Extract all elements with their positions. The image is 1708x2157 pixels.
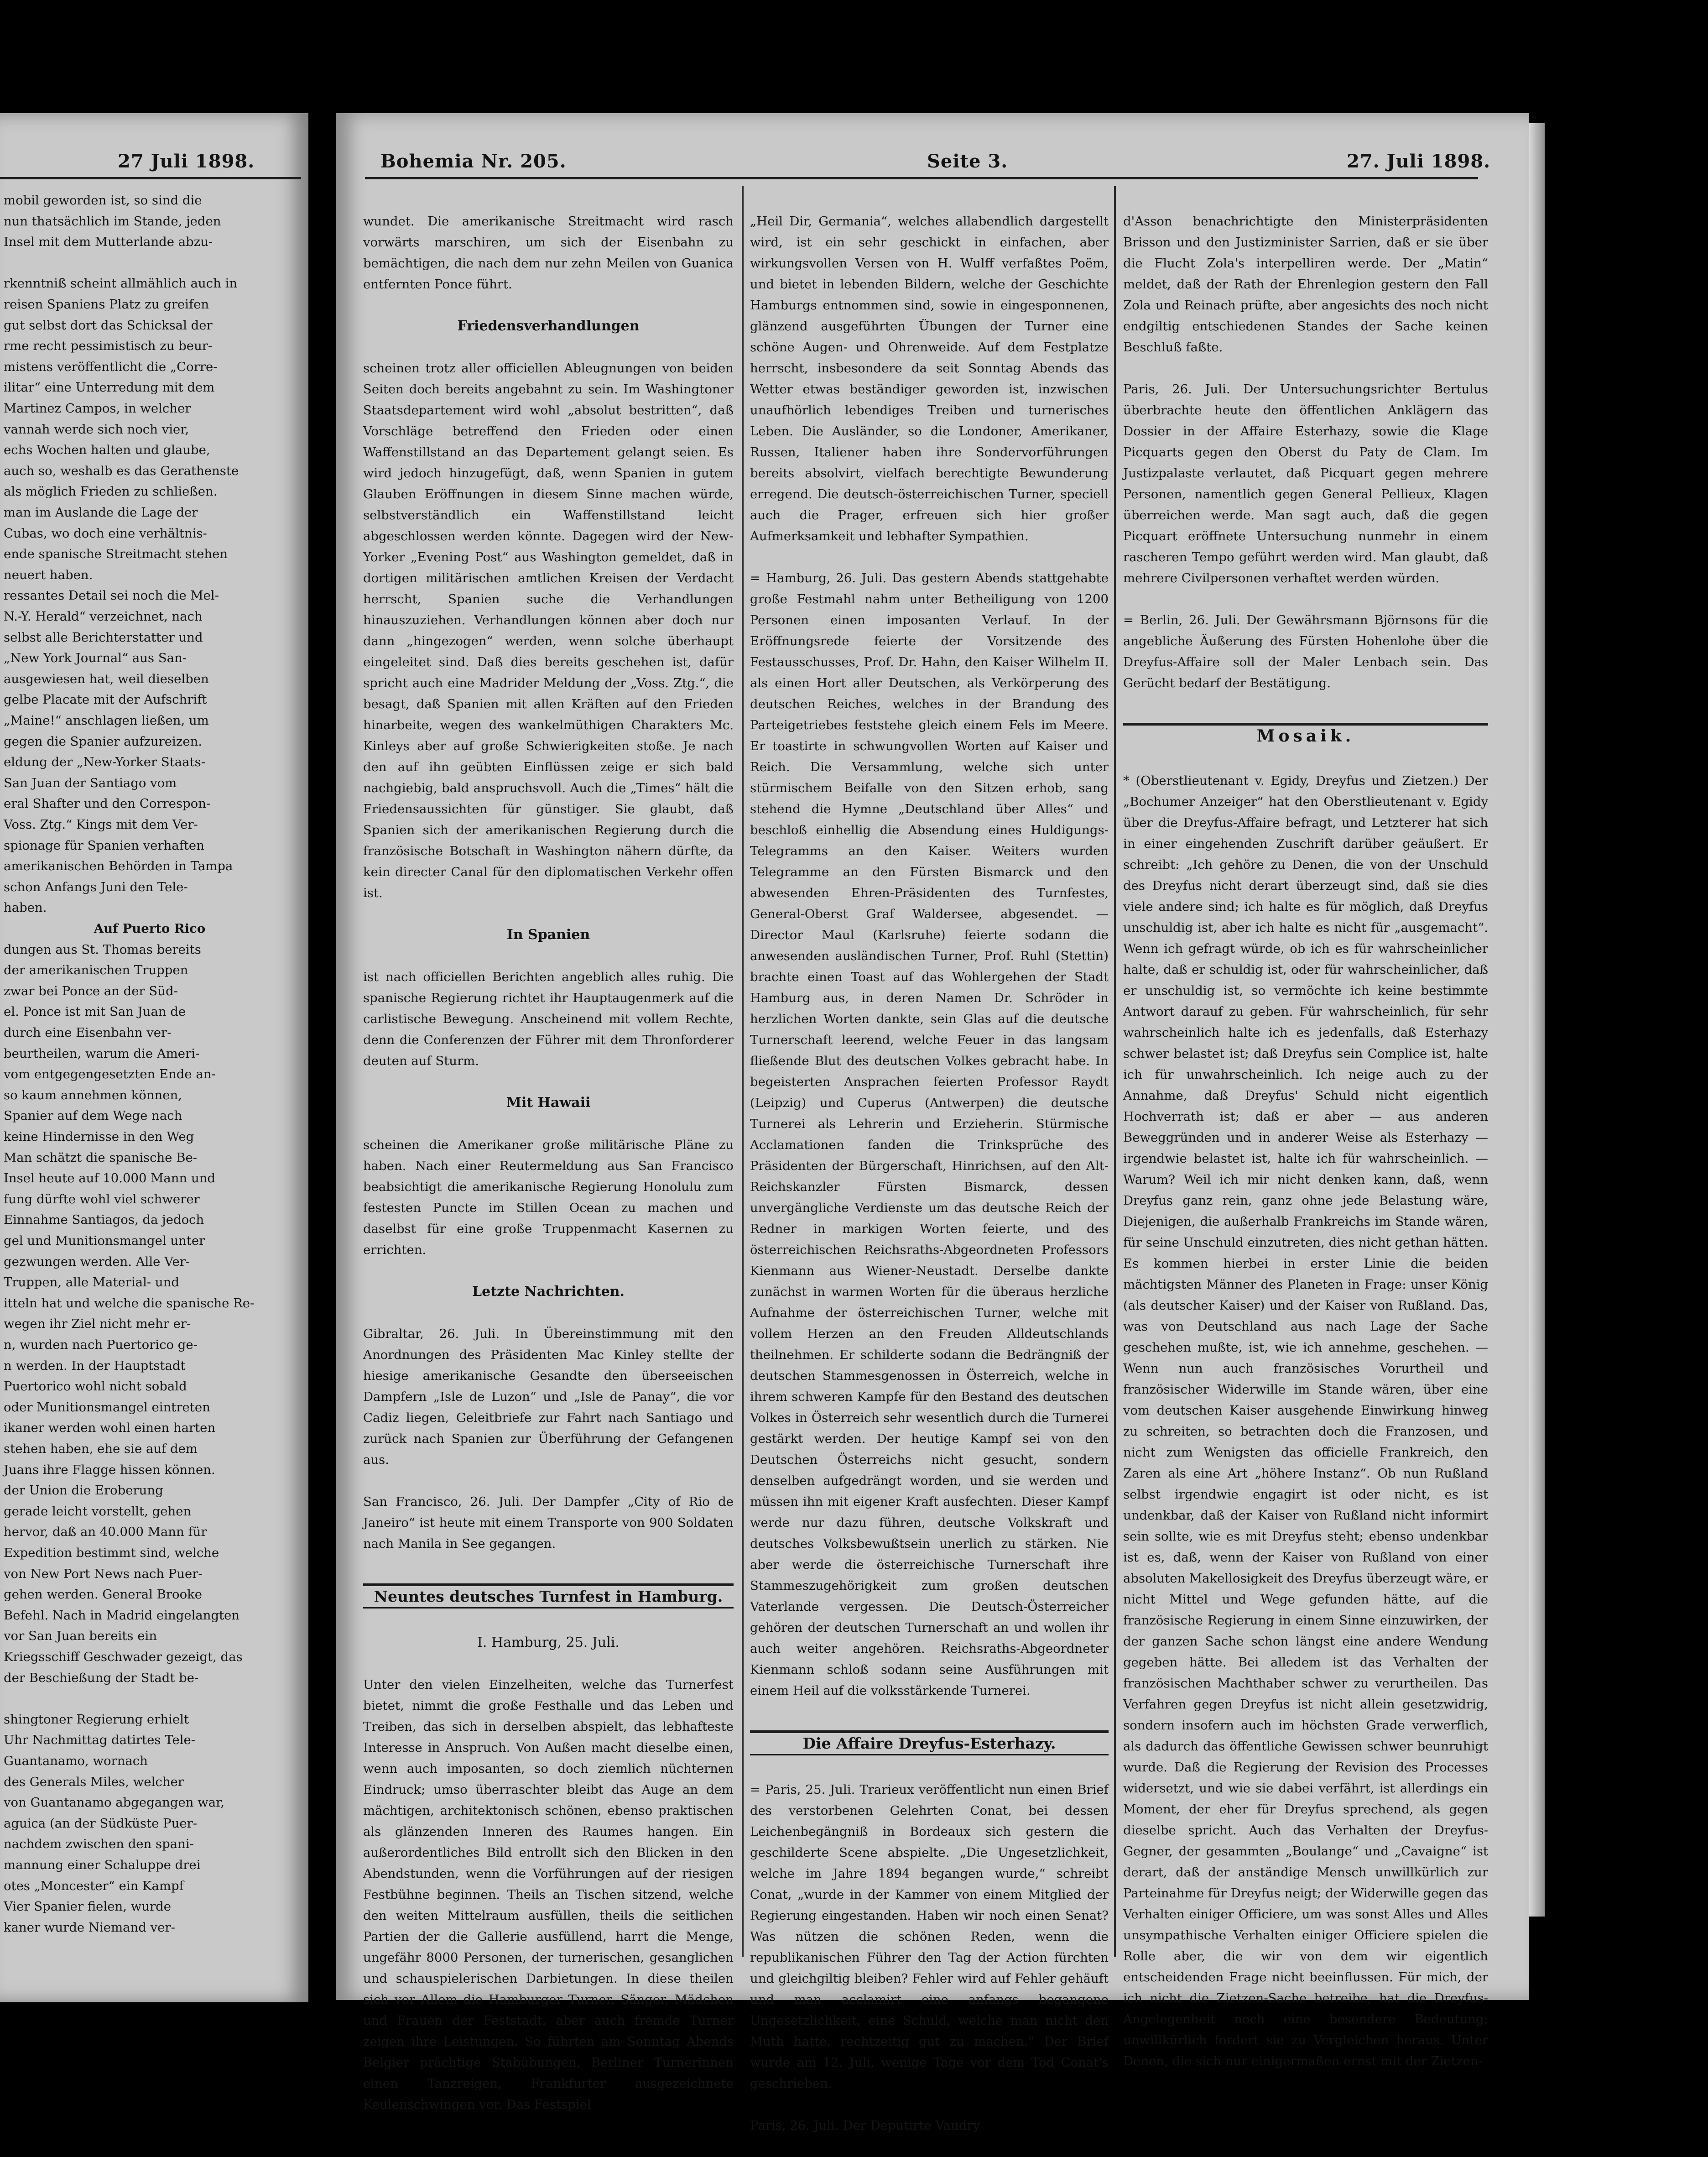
left-page-text-line: schon Anfangs Juni den Tele-	[4, 879, 188, 894]
section-heading: Friedensverhandlungen	[457, 318, 640, 334]
article-text: d'Asson benachrichtigte den Ministerpräsidenten Brisson und den Justizminister Sarrien, daß er sie über die Flucht Zola's interpelliren werde. Der „Matin“ meldet, daß der Rath der Ehrenlegion gestern den Fall Zola und Reinach prüfte, aber angesichts des noch nicht endgiltig entschiedenen Standes der Sache keinen Beschluß faßte.	[1123, 214, 1488, 355]
left-page-text-line: von New Port News nach Puer-	[4, 1566, 203, 1581]
column-divider-2	[1114, 186, 1116, 1957]
left-page-text-line: echs Wochen halten und glaube,	[4, 443, 210, 458]
left-page-text-line: N.-Y. Herald“ verzeichnet, nach	[4, 609, 203, 624]
left-page-text-line: spionage für Spanien verhaften	[4, 838, 204, 853]
column-2	[750, 190, 1109, 2133]
left-page-text-line: selbst alle Berichterstatter und	[4, 630, 203, 645]
article-text: Paris, 26. Juli. Der Deputirte Vaudry	[750, 2118, 980, 2133]
left-page-text-line: Puertorico wohl nicht sobald	[4, 1379, 187, 1394]
left-page-text-line: mannung einer Schaluppe drei	[4, 1858, 201, 1872]
left-newspaper-page	[0, 113, 308, 2002]
article-text: Paris, 26. Juli. Der Untersuchungsrichter Bertulus überbrachte heute den öffentlichen Anklägern das Dossier in der Affaire Esterhazy, sowie die Klage Picquarts gegen den Oberst du Paty de Clam. Im Justizpalaste verlautet, daß Picquart gegen mehrere Personen, namentlich gegen General Pellieux, Klagen überreichen werde. Man sagt auch, daß die gegen Picquart eröffnete Untersuchung nunmehr in einem rascheren Tempo geführt werden wird. Man glaubt, daß mehrere Civilpersonen verhaftet werden würden.	[1123, 382, 1488, 585]
left-page-text-line: amerikanischen Behörden in Tampa	[4, 859, 233, 874]
left-page-text-line: Einnahme Santiagos, da jedoch	[4, 1212, 204, 1227]
left-page-text-line: auch so, weshalb es das Gerathenste	[4, 463, 239, 478]
left-page-text-line: San Juan der Santiago vom	[4, 775, 177, 790]
article-text: „Heil Dir, Germania“, welches allabendlich dargestellt wird, ist ein sehr geschickt in einfachen, aber wirkungsvollen Versen von H. Wulff verfaßtes Poëm, und bietet in lebenden Bildern, welche der Geschichte Hamburgs entnommen sind, sowie in eingesponnenen, glänzend ausgeführten Übungen der Turner eine schöne Augen- und Ohrenweide. Auf dem Festplatze herrscht, insbesondere da seit Sonntag Abends das Wetter etwas beständiger geworden ist, inzwischen unaufhörlich lebendiges Treiben und turnerisches Leben. Die Ausländer, so die Londoner, Amerikaner, Russen, Italiener haben ihre Sondervorführungen bereits absolvirt, vielfach berechtigte Bewunderung erregend. Die deutsch-österreichischen Turner, speciell auch die Prager, erfreuen sich hier großer Aufmerksamkeit und lebhafter Sympathien.	[750, 214, 1109, 543]
left-page-text-line: Guantanamo, wornach	[4, 1754, 148, 1768]
section-box-title: Mosaik.	[1123, 723, 1488, 747]
left-page-text-line: haben.	[4, 900, 47, 915]
left-page-text-line: hervor, daß an 40.000 Mann für	[4, 1525, 207, 1540]
left-page-text-line: der Union die Eroberung	[4, 1483, 163, 1498]
left-page-text-line: mobil geworden ist, so sind die	[4, 193, 202, 208]
left-page-text-line: gezwungen werden. Alle Ver-	[4, 1254, 190, 1269]
left-page-text-line: zwar bei Ponce an der Süd-	[4, 983, 178, 998]
left-page-text-line: Voss. Ztg.“ Kings mit dem Ver-	[4, 817, 198, 832]
header-rule	[365, 177, 1478, 179]
left-page-text-line: gerade leicht vorstellt, gehen	[4, 1504, 192, 1519]
left-page-text-line: Befehl. Nach in Madrid eingelangten	[4, 1608, 240, 1623]
left-page-text-line: itteln hat und welche die spanische Re-	[4, 1295, 255, 1311]
article-text: * (Oberstlieutenant v. Egidy, Dreyfus und Zietzen.) Der „Bochumer Anzeiger“ hat den Oberstlieutenant v. Egidy über die Dreyfus-Affaire befragt, und Letzterer hat sich in einer eingehenden Zuschrift darüber geäußert. Er schreibt: „Ich gehöre zu Denen, die von der Unschuld des Dreyfus nicht derart überzeugt sind, daß sie dies viele andere sind; ich halte es für möglich, daß Dreyfus unschuldig ist, aber ich halte es nicht für „ausgemacht“. Wenn ich gefragt würde, ob ich es für wahrscheinlicher halte, daß er schuldig ist, oder für wahrscheinlicher, daß er unschuldig ist, so vermöchte ich keine bestimmte Antwort darauf zu geben. Für wahrscheinlich, für sehr wahrscheinlich halte ich es jedenfalls, daß Esterhazy schwer belastet ist; daß Dreyfus sein Complice ist, halte ich für unwahrscheinlich. Ich neige auch zu der Annahme, daß Dreyfus' Schuld nicht eigentlich Hochverrath ist; daß er aber — aus anderen Beweggründen und in anderer Weise als Esterhazy — irgendwie belastet ist, halte ich für wahrscheinlich. — Warum? Weil ich mir nicht denken kann, daß, wenn Dreyfus ganz rein, ganz ohne jede Belastung wäre, Diejenigen, die außerhalb Frankreichs im Stande wären, für seine Unschuld einzutreten, dies nicht gethan hätten. Es kommen hierbei in erster Linie die beiden mächtigsten Männer des Planeten in Frage: unser König (als deutscher Kaiser) und der Kaiser von Rußland. Das, was von Deutschland aus nach Lage der Sache geschehen mußte, ist, wie ich annehme, geschehen. — Wenn nun auch französisches Vorurtheil und französischer Widerwille im Stande wären, über eine vom deutschen Kaiser ausgehende Einwirkung hinweg zu schreiten, so betrachten doch die Franzosen, und nicht zum Wenigsten das officielle Frankreich, den Zaren als eine Art „höhere Instanz“. Ob nun Rußland selbst irgendwie engagirt ist oder nicht, es ist undenkbar, daß der Kaiser von Rußland nicht informirt sein sollte, wie es mit Dreyfus steht; ebenso undenkbar ist es, daß, wenn der Kaiser von Rußland von einer absoluten Makellosigkeit des Dreyfus überzeugt wäre, er nicht Mittel und Wege gefunden hätte, auf die französische Regierung in einem Sinne einzuwirken, der der ganzen Sache schon längst eine andere Wendung gegeben hätte. Bei alledem ist das Verhalten der französischen Machthaber schwer zu verurtheilen. Das Verfahren gegen Dreyfus ist nicht allein gesetzwidrig, sondern insofern auch im höchsten Grade verwerflich, als dadurch das öffentliche Gewissen schwer beunruhigt wurde. Daß die Regierung der Revision des Processes widersetzt, und wie sie dabei verfährt, ist allerdings ein Moment, der eher für Dreyfus sprechend, als gegen dieselbe spricht. Auch das Verhalten der Dreyfus-Gegner, der gesammten „Boulange“ und „Cavaigne“ ist derart, daß der anständige Mensch unwillkürlich zur Parteinahme für Dreyfus neigt; der Widerwille gegen das Verhalten einiger Officiere, um was sonst Alles und Alles unsympathische Verhalten einiger Officiere spielen die Rolle aber, die wir von dem wir eigentlich entscheidenden Frage nicht beeinflussen. Für mich, der ich nicht die Zietzen-Sache betreibe, hat die Dreyfus-Angelegenheit noch eine besondere Bedeutung; unwillkürlich fordert sie zu Vergleichen heraus. Unter Denen, die sich nur einigermaßen ernst mit der Zietzen-	[1123, 773, 1488, 2068]
left-page-text-line: gut selbst dort das Schicksal der	[4, 318, 213, 333]
left-page-text-line: von Guantanamo abgegangen war,	[4, 1795, 224, 1810]
left-page-text-line: ressantes Detail sei noch die Mel-	[4, 588, 219, 603]
section-heading: In Spanien	[506, 927, 590, 943]
page-header-date: 27. Juli 1898.	[1347, 151, 1491, 172]
left-page-text-line: ende spanische Streitmacht stehen	[4, 547, 228, 562]
article-box-title: Neuntes deutsches Turnfest in Hamburg.	[363, 1583, 734, 1609]
left-header-rule	[0, 177, 301, 179]
left-page-text-line: ilitar“ eine Unterredung mit dem	[4, 380, 215, 395]
left-page-text-line: als möglich Frieden zu schließen.	[4, 484, 218, 499]
left-page-text-line: Man schätzt die spanische Be-	[4, 1150, 198, 1165]
left-page-text-line: aguica (an der Südküste Puer-	[4, 1816, 198, 1831]
left-page-text-line: kaner wurde Niemand ver-	[4, 1920, 175, 1935]
left-page-text-line: eldung der „New-Yorker Staats-	[4, 755, 206, 770]
left-page-text-line: shingtoner Regierung erhielt	[4, 1712, 189, 1727]
left-page-text-line: gehen werden. General Brooke	[4, 1587, 203, 1602]
left-page-header-date: 27 Juli 1898.	[118, 151, 255, 172]
left-page-text-line: gel und Munitionsmangel unter	[4, 1233, 205, 1248]
left-page-text-line: „New York Journal“ aus San-	[4, 651, 187, 666]
left-page-text-line: n werden. In der Hauptstadt	[4, 1358, 186, 1373]
left-page-text-line: keine Hindernisse in den Weg	[4, 1129, 194, 1144]
left-page-text-line: Uhr Nachmittag datirtes Tele-	[4, 1733, 196, 1748]
column-3	[1123, 190, 1488, 2068]
left-page-text-line: ikaner werden wohl einen harten	[4, 1421, 216, 1436]
column-divider-1	[742, 186, 744, 1957]
left-page-text-line: wegen ihr Ziel nicht mehr er-	[4, 1316, 191, 1332]
left-page-text-line: Juans ihre Flagge hissen können.	[4, 1462, 215, 1477]
left-page-text-line: des Generals Miles, welcher	[4, 1774, 184, 1789]
left-page-text-line: oder Munitionsmangel eintreten	[4, 1400, 210, 1415]
article-text: Gibraltar, 26. Juli. In Übereinstimmung mit den Anordnungen des Präsidenten Mac Kinley stellte der hiesige amerikanische Gesandte den überseeischen Dampfern „Isle de Luzon“ und „Isle de Panay“, die vor Cadiz liegen, Geleitbriefe zur Fahrt nach Santiago und zurück nach Spanien zur Überführung der Gefangenen aus.	[363, 1327, 734, 1467]
left-page-text-line: Kriegsschiff Geschwader gezeigt, das	[4, 1650, 243, 1664]
article-text: wundet. Die amerikanische Streitmacht wird rasch vorwärts marschiren, um sich der Eisenbahn zu bemächtigen, die nach dem nur zehn Meilen von Guanica entfernten Ponce führt.	[363, 214, 734, 292]
left-page-text-line: vor San Juan bereits ein	[4, 1629, 157, 1644]
article-dateline: I. Hamburg, 25. Juli.	[477, 1635, 620, 1650]
article-text: = Hamburg, 26. Juli. Das gestern Abends stattgehabte große Festmahl nahm unter Betheiligung von 1200 Personen einen imposanten Verlauf. In der Eröffnungsrede feierte der Vorsitzende des Festausschusses, Prof. Dr. Hahn, den Kaiser Wilhelm II. als einen Hort aller Deutschen, als Verkörperung des deutschen Reiches, welches in der Brandung des Parteigetriebes feststehe gleich einem Fels im Meere. Er toastirte in schwungvollen Worten auf Kaiser und Reich. Die Versammlung, welche sich unter stürmischem Beifalle von den Sitzen erhob, sang stehend die Hymne „Deutschland über Alles“ und beschloß einhellig die Absendung eines Huldigungs-Telegramms an den Kaiser. Weiters wurden Telegramme an den Fürsten Bismarck und den abwesenden Ehren-Präsidenten des Turnfestes, General-Oberst Graf Waldersee, abgesendet. — Director Maul (Karlsruhe) feierte sodann die anwesenden ausländischen Turner, Prof. Ruhl (Stettin) brachte einen Toast auf das Wohlergehen der Stadt Hamburg aus, in deren Namen Dr. Schröder in herzlichen Worten dankte, sein Glas auf die deutsche Turnerschaft leerend, welche Feuer in das langsam fließende Blut des deutschen Volkes gebracht habe. In begeisterten Ansprachen feierten Professor Raydt (Leipzig) und Cuperus (Antwerpen) die deutsche Turnerei als Lehrerin und Erzieherin. Stürmische Acclamationen fanden die Trinksprüche des Präsidenten der Bürgerschaft, Hinrichsen, auf den Alt-Reichskanzler Fürsten Bismarck, dessen unvergängliche Verdienste um das deutsche Reich der Redner in markigen Worten feierte, und des österreichischen Reichsraths-Abgeordneten Professors Kienmann aus Wiener-Neustadt. Derselbe dankte zunächst in warmen Worten für die überaus herzliche Aufnahme der österreichischen Turner, welche mit vollem Herzen an den Freuden Alldeutschlands theilnehmen. Er schilderte sodann die Bedrängniß der deutschen Stammesgenossen in Österreich, welche in ihrem schweren Kampfe für den Bestand des deutschen Volkes in Österreich sehr wesentlich durch die Turnerei gestärkt werden. Der heutige Kampf sei von den Deutschen Österreichs nicht gesucht, sondern denselben aufgedrängt worden, und sie werden und müssen ihn mit eigener Kraft ausfechten. Dieser Kampf werde nur dazu führen, deutsche Volkskraft und deutsches Volksbewußtsein unerlich zu stärken. Nie aber werde die österreichische Turnerschaft ihre Stammeszugehörigkeit zum großen deutschen Vaterlande vergessen. Die Deutsch-Österreicher gehören der deutschen Turnerschaft an und wollen ihr auch weiter angehören. Reichsraths-Abgeordneter Kienmann schloß sodann seine Ausführungen mit einem Heil auf die volksstärkende Turnerei.	[750, 571, 1109, 1698]
left-page-text-line: der Beschießung der Stadt be-	[4, 1670, 199, 1685]
article-text: = Paris, 25. Juli. Trarieux veröffentlicht nun einen Brief des verstorbenen Gelehrten Conat, bei dessen Leichenbegängniß in Bordeaux sich gestern die geschilderte Scene abspielte. „Die Ungesetzlichkeit, welche im Jahre 1894 begangen wurde,“ schreibt Conat, „wurde in der Kammer von einem Mitglied der Regierung eingestanden. Haben wir noch einen Senat? Was nützen die schönen Reden, wenn die republikanischen Führer den Tag der Action fürchten und gleichgiltig bleiben? Fehler wird auf Fehler gehäuft und man acclamirt eine anfangs begangene Ungesetzlichkeit, eine Schuld, welche man nicht den Muth hatte, rechtzeitig gut zu machen.“ Der Brief wurde am 12. Juli, wenige Tage vor dem Tod Conat's geschrieben.	[750, 1782, 1109, 2091]
left-page-text-line: mistens veröffentlicht die „Corre-	[4, 359, 218, 374]
left-page-text-line: Cubas, wo doch eine verhältnis-	[4, 526, 207, 541]
left-page-text-line: gelbe Placate mit der Aufschrift	[4, 692, 207, 707]
left-page-text-line: Vier Spanier fielen, wurde	[4, 1899, 171, 1914]
page-header-number: Seite 3.	[927, 151, 1008, 172]
left-page-text-line: beurtheilen, warum die Ameri-	[4, 1046, 200, 1061]
left-page-text-line: Expedition bestimmt sind, welche	[4, 1546, 219, 1560]
left-page-text-line: Truppen, alle Material- und	[4, 1275, 179, 1290]
left-page-text-line: stehen haben, ehe sie auf dem	[4, 1441, 198, 1456]
left-page-text-line: n, wurden nach Puertorico ge-	[4, 1337, 198, 1352]
page-edge-shadow	[1529, 123, 1545, 1917]
left-page-text-line: otes „Moncester“ ein Kampf	[4, 1878, 184, 1893]
article-text: San Francisco, 26. Juli. Der Dampfer „City of Rio de Janeiro“ ist heute mit einem Transporte von 900 Soldaten nach Manila in See gegangen.	[363, 1494, 734, 1551]
left-page-text-line: Auf Puerto Rico	[94, 921, 206, 936]
left-page-text-line: der amerikanischen Truppen	[4, 963, 188, 978]
left-page-text-line: man im Auslande die Lage der	[4, 505, 198, 520]
left-page-text-line: nachdem zwischen den spani-	[4, 1837, 194, 1852]
left-page-text-line: gegen die Spanier aufzureizen.	[4, 734, 203, 749]
left-page-text-line: reisen Spaniens Platz zu greifen	[4, 297, 209, 312]
right-newspaper-page	[336, 113, 1529, 2133]
left-page-text-line: eral Shafter und den Correspon-	[4, 796, 211, 811]
article-text: Unter den vielen Einzelheiten, welche das Turnerfest bietet, nimmt die große Festhalle und das Leben und Treiben, das sich in derselben abspielt, das lebhafteste Interesse in Anspruch. Von Außen macht dieselbe einen, wenn auch imposanten, so doch ziemlich nüchternen Eindruck; umso überraschter bleibt das Auge an dem mächtigen, architektonisch schönen, ebenso praktischen als glänzenden Inneren des Raumes hangen. Ein außerordentliches Bild entrollt sich den Blicken in den Abendstunden, wenn die Vorführungen auf der riesigen Festbühne beginnen. Theils an Tischen sitzend, welche den weiten Mittelraum ausfüllen, theils die seitlichen Partien der die Gallerie ausfüllend, harrt die Menge, ungefähr 8000 Personen, der turnerischen, gesanglichen und schauspielerischen Darbietungen. In diese theilen sich vor Allem die Hamburger Turner, Sänger, Mädchen und Frauen der Feststadt, aber auch fremde Turner zeigen ihre Leistungen. So führten am Sonntag Abends Belgier prächtige Stabübungen, Berliner Turnerinnen einen Tanzreigen, Frankfurter ausgezeichnete Keulenschwingen vor. Das Festspiel	[363, 1677, 734, 2112]
left-page-text-line: „Maine!“ anschlagen ließen, um	[4, 713, 209, 728]
left-page-text-line: ausgewiesen hat, weil dieselben	[4, 671, 209, 686]
left-page-text-line: rme recht pessimistisch zu beur-	[4, 339, 213, 354]
page-header-title: Bohemia Nr. 205.	[380, 151, 567, 172]
left-page-text-line: durch eine Eisenbahn ver-	[4, 1025, 172, 1040]
article-text: scheinen die Amerikaner große militärische Pläne zu haben. Nach einer Reutermeldung aus San Francisco beabsichtigt die amerikanische Regierung Honolulu zum festesten Puncte im Stillen Ocean zu machen und daselbst für eine große Truppenmacht Kasernen zu errichten.	[363, 1138, 734, 1257]
left-page-text-line: Spanier auf dem Wege nach	[4, 1108, 182, 1123]
section-heading: Mit Hawaii	[506, 1095, 591, 1111]
left-page-text-line: fung dürfte wohl viel schwerer	[4, 1191, 200, 1206]
left-page-text-line: so kaum annehmen können,	[4, 1087, 182, 1102]
left-page-text-line: nun thatsächlich im Stande, jeden	[4, 214, 221, 229]
left-page-text-line: Insel mit dem Mutterlande abzu-	[4, 235, 213, 250]
article-text: = Berlin, 26. Juli. Der Gewährsmann Björnsons für die angebliche Äußerung des Fürsten Hohenlohe über die Dreyfus-Affaire soll der Maler Lenbach sein. Das Gerücht bedarf der Bestätigung.	[1123, 613, 1488, 690]
section-heading: Letzte Nachrichten.	[472, 1284, 625, 1300]
column-1	[363, 190, 734, 2112]
article-box-title: Die Affaire Dreyfus-Esterhazy.	[750, 1730, 1109, 1755]
article-text: scheinen trotz aller officiellen Ableugnungen von beiden Seiten doch bereits angebahnt zu sein. Im Washingtoner Staatsdepartement wird wohl „absolut bestritten“, daß Vorschläge betreffend den Frieden oder einen Waffenstillstand an das Departement gelangt seien. Es wird jedoch hinzugefügt, daß, wenn Spanien in gutem Glauben Eröffnungen in diesem Sinne machen würde, selbstverständlich ein Waffenstillstand leicht abgeschlossen werden könnte. Dagegen wird der New-Yorker „Evening Post“ aus Washington gemeldet, daß in dortigen militärischen amtlichen Kreisen der Verdacht herrscht, Spanien suche die Verhandlungen hinauszuziehen. Verhandlungen können aber doch nur dann „hingezogen“ werden, wenn solche überhaupt eingeleitet sind. Daß dies bereits geschehen ist, dafür spricht auch eine Madrider Meldung der „Voss. Ztg.“, die besagt, daß Spanien mit allen Kräften auf den Frieden hinarbeite, wegen des wankelmüthigen Charakters Mc. Kinleys aber auf große Schwierigkeiten stoße. Je nach den auf ihn geübten Einflüssen zeige er sich bald nachgiebig, bald anspruchsvoll. Auch die „Times“ hält die Friedensaussichten für günstiger. Sie glaubt, daß Spanien sich der amerikanischen Regierung durch die französische Botschaft in Washington nähern dürfte, da kein directer Canal für den diplomatischen Verkehr offen ist.	[363, 361, 734, 900]
left-page-text-line: neuert haben.	[4, 567, 93, 582]
left-page-text-line: Insel heute auf 10.000 Mann und	[4, 1171, 215, 1186]
left-page-text-line: Martinez Campos, in welcher	[4, 401, 191, 416]
left-page-text-line: vannah werde sich noch vier,	[4, 422, 189, 437]
left-page-text-line: dungen aus St. Thomas bereits	[4, 942, 201, 957]
left-page-text-line: el. Ponce ist mit San Juan de	[4, 1004, 186, 1019]
left-page-text-line: rkenntniß scheint allmählich auch in	[4, 276, 238, 291]
article-text: ist nach officiellen Berichten angeblich alles ruhig. Die spanische Regierung richtet ihr Hauptaugenmerk auf die carlistische Bewegung. Anscheinend mit vollem Rechte, denn die Conferenzen der Führer mit dem Thronforderer deuten auf Sturm.	[363, 970, 734, 1068]
left-page-text-line: vom entgegengesetzten Ende an-	[4, 1067, 216, 1082]
